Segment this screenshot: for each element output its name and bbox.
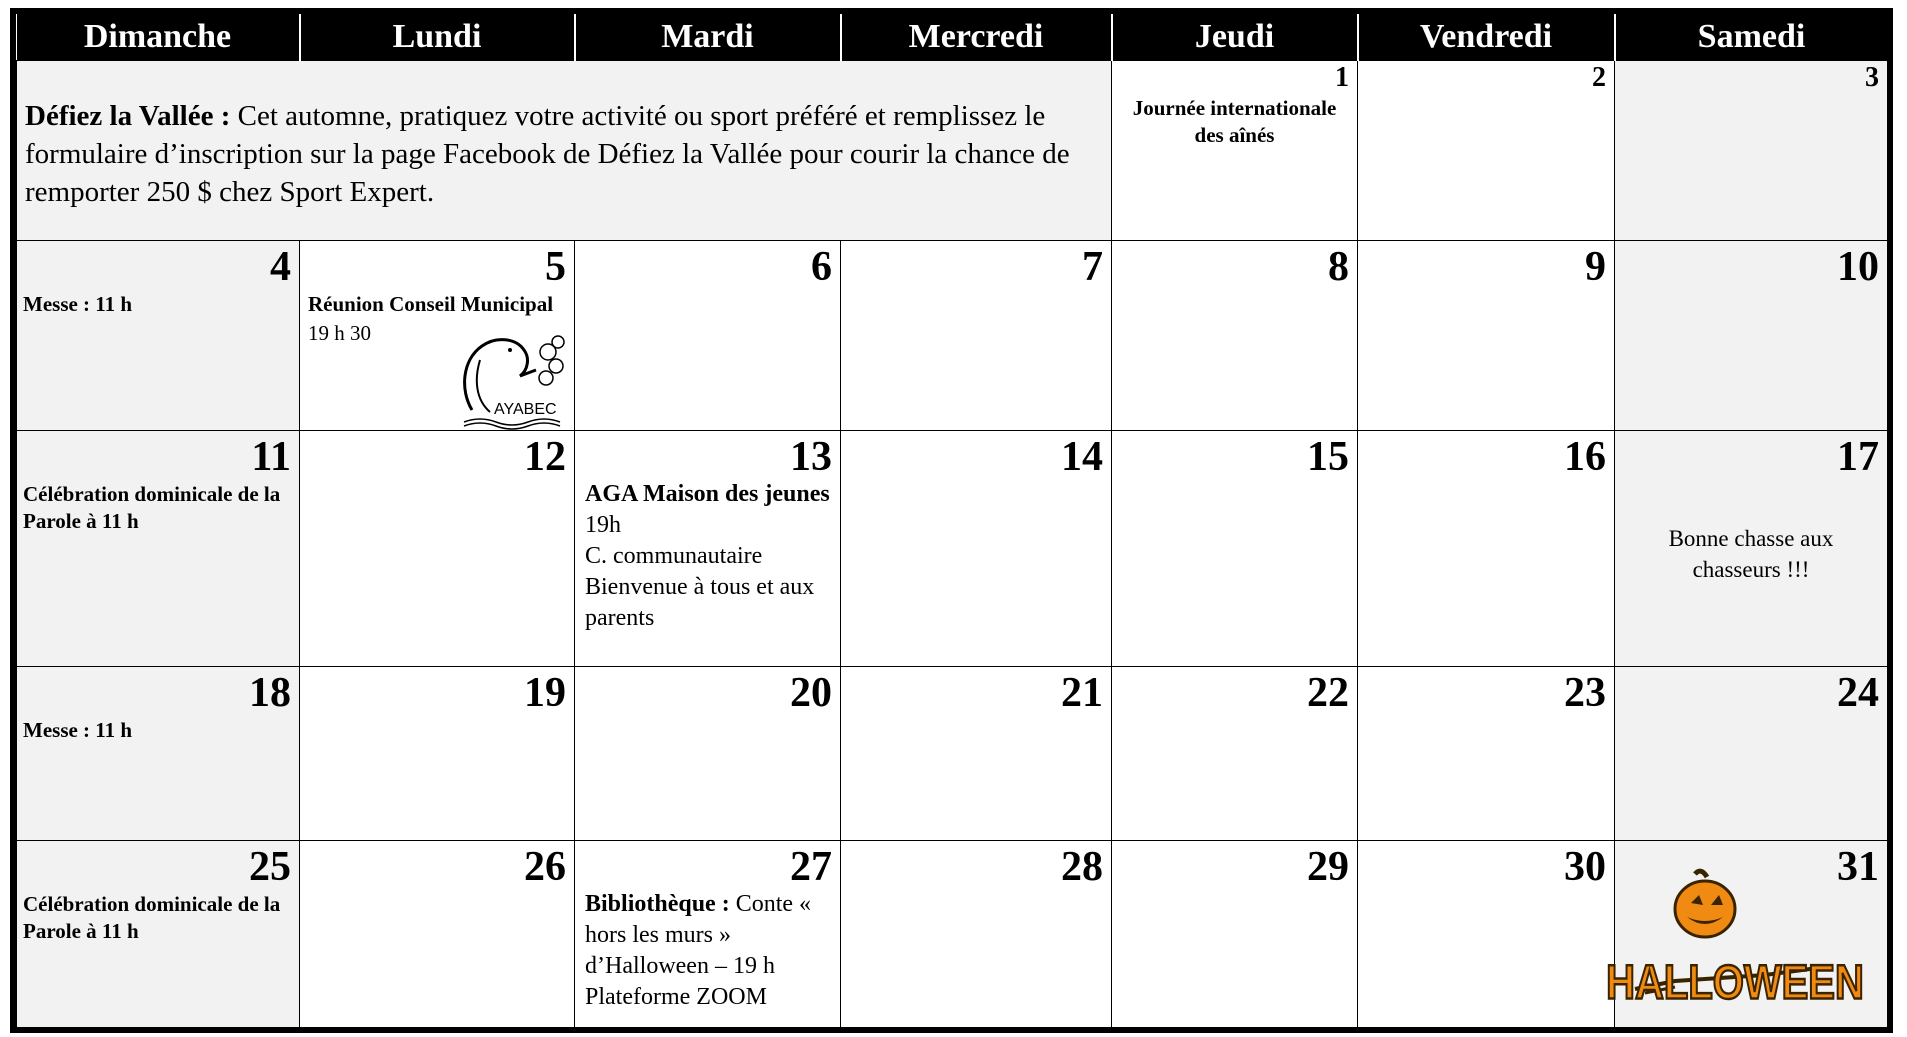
- event-location: C. communautaire: [585, 543, 763, 569]
- day-cell-28: [841, 841, 1112, 1028]
- day-number: 19: [524, 670, 566, 716]
- weekday-sunday: Dimanche: [17, 14, 300, 61]
- day-cell-22: [1112, 667, 1358, 841]
- day-cell-27: [575, 841, 841, 1028]
- day-number: 22: [1307, 670, 1349, 716]
- event-text: Célébration dominicale de la Parole à 11 h: [23, 892, 281, 943]
- day-number: 30: [1564, 844, 1606, 890]
- week-row: [17, 667, 1888, 841]
- day-number: 15: [1307, 434, 1349, 480]
- day-cell-31: [1606, 841, 1888, 1028]
- day-number: 29: [1307, 844, 1349, 890]
- day-number: 8: [1328, 244, 1349, 290]
- day-number: 20: [790, 670, 832, 716]
- day-cell-19: [300, 667, 575, 841]
- day-cell-15: [1112, 431, 1358, 667]
- weekday-header-row: [17, 14, 1888, 61]
- week-row: [17, 241, 1888, 431]
- day-cell-17: [1615, 431, 1888, 667]
- day-number: 23: [1564, 670, 1606, 716]
- weekday-monday: Lundi: [300, 14, 575, 61]
- halloween-text: HALLOWEEN: [1606, 956, 1864, 1010]
- weekday-wednesday: Mercredi: [841, 14, 1112, 61]
- logo-text: AYABEC: [494, 401, 557, 418]
- day-cell-12: [300, 431, 575, 667]
- event-text: Messe : 11 h: [23, 292, 133, 316]
- promo-cell: [17, 61, 1112, 241]
- event-time: 19 h 30: [308, 321, 371, 345]
- day-number: 1: [1335, 62, 1349, 93]
- day-number: 16: [1564, 434, 1606, 480]
- promo-title: Défiez la Vallée :: [25, 100, 231, 132]
- weekday-friday: Vendredi: [1358, 14, 1615, 61]
- event-body: Conte « hors les murs » d’Halloween – 19 h Plateforme ZOOM: [585, 891, 812, 1010]
- week-row: [17, 841, 1888, 1028]
- day-cell-10: [1615, 241, 1888, 431]
- day-cell-5: [300, 241, 575, 431]
- day-number: 13: [790, 434, 832, 480]
- event-text: [575, 889, 840, 1013]
- day-number: 10: [1837, 244, 1879, 290]
- day-cell-23: [1358, 667, 1615, 841]
- event-note: Bienvenue à tous et aux parents: [585, 574, 815, 631]
- day-cell-29: [1112, 841, 1358, 1028]
- day-number: 14: [1061, 434, 1103, 480]
- day-number: 21: [1061, 670, 1103, 716]
- day-number: 31: [1837, 844, 1879, 890]
- day-cell-6: [575, 241, 841, 431]
- event-title: AGA Maison des jeunes: [585, 481, 830, 507]
- day-number: 12: [524, 434, 566, 480]
- event-title: Bibliothèque :: [585, 891, 730, 917]
- event-text: Célébration dominicale de la Parole à 11 h: [23, 482, 281, 533]
- day-number: 17: [1837, 434, 1879, 480]
- day-number: 2: [1592, 62, 1606, 93]
- weekday-thursday: Jeudi: [1112, 14, 1358, 61]
- event-text: Journée internationale des aînés: [1132, 96, 1337, 147]
- day-cell-14: [841, 431, 1112, 667]
- promo-body: Cet automne, pratiquez votre activité ou sport préféré et remplissez le formulaire d’inscription sur la page Facebook de Défiez la Vallée pour courir la chance de remporter 250 $ chez Sport Expert.: [25, 100, 1070, 208]
- event-text: Messe : 11 h: [23, 718, 133, 742]
- weekday-tuesday: Mardi: [575, 14, 841, 61]
- event-text: Bonne chasse aux chasseurs !!!: [1668, 526, 1834, 582]
- calendar-frame: [10, 8, 1893, 1033]
- day-cell-4: [17, 241, 300, 431]
- day-cell-18: [17, 667, 300, 841]
- day-cell-8: [1112, 241, 1358, 431]
- event-time: 19h: [585, 512, 621, 538]
- day-number: 24: [1837, 670, 1879, 716]
- halloween-pumpkin-icon: [1606, 869, 1864, 1019]
- day-cell-21: [841, 667, 1112, 841]
- municipal-logo: [450, 330, 568, 428]
- day-cell-2: [1358, 61, 1615, 241]
- day-cell-30: [1358, 841, 1615, 1028]
- day-cell-13: [575, 431, 841, 667]
- week-row: [17, 431, 1888, 667]
- day-number: 18: [249, 670, 291, 716]
- event-title: Réunion Conseil Municipal: [308, 292, 554, 316]
- day-cell-25: [17, 841, 300, 1028]
- day-number: 27: [790, 844, 832, 890]
- day-cell-26: [300, 841, 575, 1028]
- day-cell-7: [841, 241, 1112, 431]
- day-number: 5: [545, 244, 566, 290]
- day-number: 26: [524, 844, 566, 890]
- day-number: 9: [1585, 244, 1606, 290]
- week-row: [17, 61, 1888, 241]
- day-cell-16: [1358, 431, 1615, 667]
- day-cell-9: [1358, 241, 1615, 431]
- day-cell-20: [575, 667, 841, 841]
- day-number: 4: [270, 244, 291, 290]
- promo-text: [17, 97, 1111, 211]
- day-number: 6: [811, 244, 832, 290]
- day-number: 25: [249, 844, 291, 890]
- day-number: 7: [1082, 244, 1103, 290]
- day-number: 28: [1061, 844, 1103, 890]
- calendar-grid: [16, 14, 1888, 1028]
- day-cell-1: [1112, 61, 1358, 241]
- day-cell-24: [1615, 667, 1888, 841]
- day-number: 3: [1865, 62, 1879, 93]
- day-number: 11: [251, 434, 291, 480]
- day-cell-11: [17, 431, 300, 667]
- weekday-saturday: Samedi: [1615, 14, 1888, 61]
- day-cell-3: [1615, 61, 1888, 241]
